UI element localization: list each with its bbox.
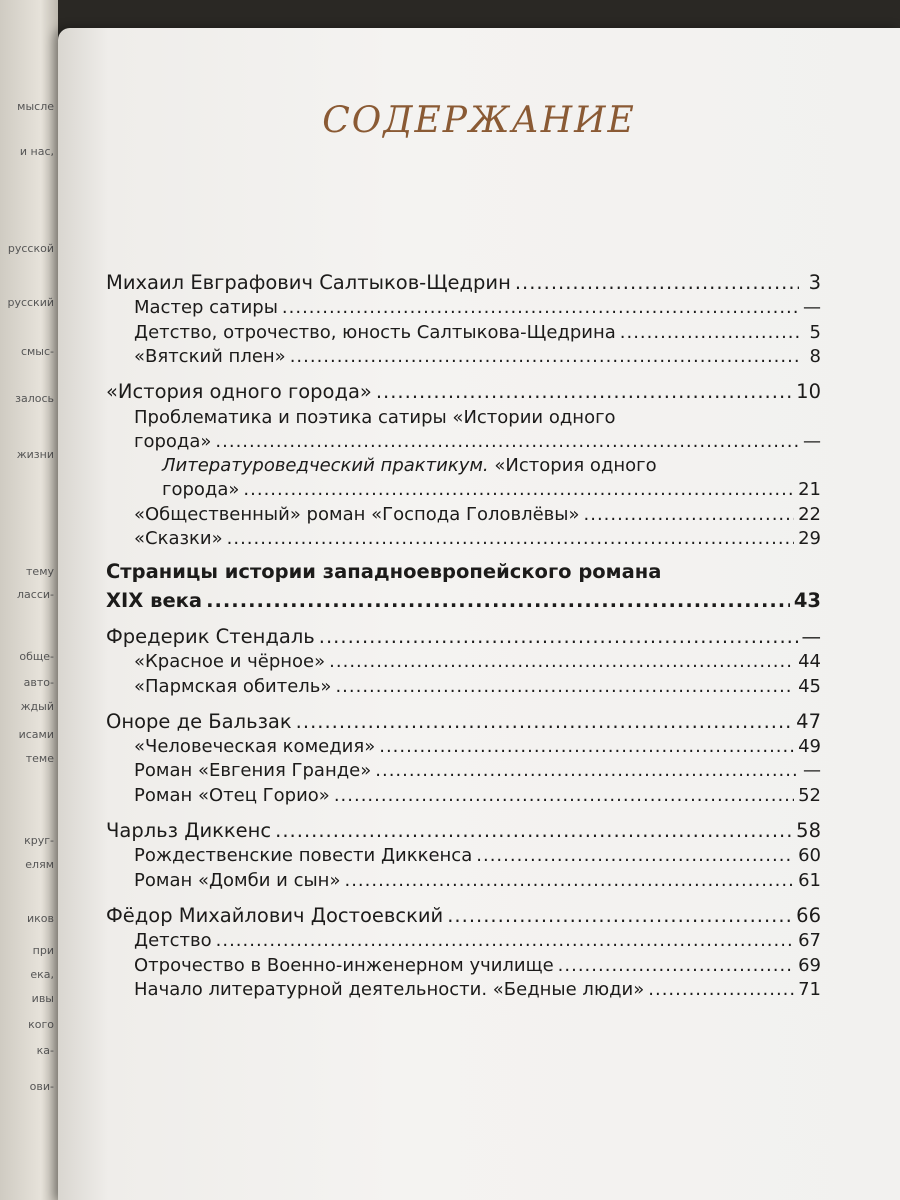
dot-leader: [216, 929, 794, 953]
toc-entry-title: «Сказки»: [134, 528, 223, 549]
toc-entry-lead-text: Страницы истории западноевропейского романа: [106, 560, 662, 584]
left-page-text-fragment: обще-: [19, 650, 54, 663]
toc-section-row[interactable]: [106, 784, 821, 808]
dot-leader: [243, 478, 794, 502]
toc-entry-title: «Общественный» роман «Господа Головлёвы»: [134, 503, 580, 525]
toc-section-row[interactable]: [106, 527, 821, 551]
toc-entry-lead-line: [106, 406, 821, 430]
left-page-text-fragment: авто-: [23, 676, 54, 689]
toc-entry-lead-text: Проблематика и поэтика сатиры «Истории одного: [134, 406, 616, 428]
toc-page-number: 3: [808, 271, 821, 294]
toc-chapter-row[interactable]: [106, 588, 821, 614]
toc-entry-title: Роман «Евгения Гранде»: [134, 760, 372, 782]
toc-entry-title: Мастер сатиры: [134, 297, 278, 319]
toc-section-row[interactable]: [106, 735, 821, 759]
toc-page-number: 58: [796, 819, 821, 843]
dot-leader: [319, 624, 798, 650]
left-page-text-fragment: и нас,: [19, 145, 54, 158]
dot-leader: [584, 503, 795, 527]
left-page-text-fragment: жизни: [16, 448, 54, 461]
left-page-text-fragment: ека,: [30, 968, 54, 981]
left-page-text-fragment: русский: [7, 296, 54, 309]
toc-entry-title: Детство, отрочество, юность Салтыкова-Щедрина: [134, 321, 616, 343]
toc-chapter-row[interactable]: [106, 709, 821, 735]
toc-page-number: 61: [798, 869, 821, 891]
toc-entry-title: города»: [162, 479, 240, 501]
toc-section-row[interactable]: [106, 503, 821, 527]
toc-chapter-row[interactable]: [106, 379, 821, 405]
left-page-text-fragment: русской: [7, 242, 54, 255]
toc-section-row[interactable]: [106, 321, 821, 345]
toc-entry-title: «Человеческая комедия»: [134, 736, 376, 758]
toc-section-row[interactable]: [106, 650, 821, 674]
toc-section-row[interactable]: [106, 345, 821, 369]
dot-leader: [329, 650, 794, 674]
toc-chapter-row[interactable]: [106, 818, 821, 844]
left-page-text-fragment: тему: [26, 565, 54, 578]
toc-chapter-row[interactable]: [106, 903, 821, 929]
left-page-text-fragment: иков: [26, 912, 54, 925]
toc-entry-title: Начало литературной деятельности. «Бедные люди»: [134, 978, 645, 1000]
toc-page-number: 8: [809, 345, 821, 367]
toc-entry-title: Роман «Отец Горио»: [134, 784, 330, 806]
toc-entry-lead-text: «История одного: [494, 455, 657, 477]
dot-leader: [558, 954, 794, 978]
left-page-text-fragment: ласси-: [17, 588, 54, 601]
toc-page-number: —: [803, 430, 821, 452]
toc-page-number: 60: [798, 845, 821, 867]
toc-entry-title: Оноре де Бальзак: [106, 709, 292, 733]
left-page-text-fragment: мысле: [17, 100, 54, 113]
dot-leader: [290, 345, 799, 369]
toc-page-number: 10: [796, 380, 821, 404]
toc-page-number: 69: [798, 954, 821, 976]
toc-section-row[interactable]: [106, 430, 821, 454]
toc-chapter-row[interactable]: [106, 624, 821, 650]
toc-entry-title: «История одного города»: [106, 380, 372, 404]
left-page-text-fragment: ка-: [36, 1044, 54, 1057]
toc-entry-title: «Пармская обитель»: [134, 675, 332, 697]
toc-entry-title: Отрочество в Военно-инженерном училище: [134, 954, 554, 976]
toc-page-number: 47: [796, 709, 821, 733]
toc-entry-italic-prefix: Литературоведческий практикум.: [162, 455, 489, 477]
toc-page-number: —: [803, 297, 821, 319]
toc-entry-title: Чарльз Диккенс: [106, 819, 272, 843]
table-of-contents: [106, 268, 821, 1002]
dot-leader: [227, 527, 794, 551]
toc-section-row[interactable]: [106, 869, 821, 893]
toc-section-row[interactable]: [106, 978, 821, 1002]
left-page-text-fragment: смыс-: [20, 345, 54, 358]
toc-page-number: 67: [798, 930, 821, 952]
left-page-text-fragment: ивы: [31, 992, 54, 1005]
dot-leader: [648, 978, 794, 1002]
toc-page-number: 43: [793, 588, 821, 612]
toc-section-row[interactable]: [106, 759, 821, 783]
dot-leader: [335, 675, 794, 699]
toc-page-number: 44: [798, 651, 821, 673]
dot-leader: [476, 844, 794, 868]
dot-leader: [206, 588, 790, 614]
toc-section-row[interactable]: [106, 929, 821, 953]
left-page-text-fragment: при: [32, 944, 54, 957]
left-page-edge: [0, 0, 58, 1200]
dot-leader: [344, 869, 794, 893]
left-page-text-fragment: ови-: [29, 1080, 54, 1093]
toc-chapter-row[interactable]: [106, 270, 821, 296]
toc-page-number: 71: [798, 978, 821, 1000]
left-page-text-fragment: кого: [28, 1018, 54, 1031]
left-page-text-fragment: елям: [25, 858, 54, 871]
toc-entry-title: XIX века: [106, 588, 203, 612]
left-page-text-fragment: круг-: [24, 834, 54, 847]
toc-page-number: 5: [809, 321, 821, 343]
toc-section-row[interactable]: [106, 844, 821, 868]
toc-entry-lead-line: [106, 454, 821, 478]
left-page-text-fragment: ждый: [20, 700, 54, 713]
page-title: СОДЕРЖАНИЕ: [322, 100, 636, 141]
left-page-text-fragment: теме: [25, 752, 54, 765]
toc-page-number: —: [803, 760, 821, 782]
toc-page-number: 21: [798, 479, 821, 501]
book-page: [58, 28, 900, 1200]
dot-leader: [296, 709, 793, 735]
toc-section-row[interactable]: [106, 296, 821, 320]
toc-page-number: 22: [798, 503, 821, 525]
toc-page-number: 52: [798, 784, 821, 806]
left-page-text-fragment: залось: [15, 392, 54, 405]
toc-section-row[interactable]: [106, 675, 821, 699]
toc-entry-title: Рождественские повести Диккенса: [134, 845, 473, 867]
dot-leader: [447, 903, 792, 929]
dot-leader: [620, 321, 799, 345]
toc-page-number: 29: [798, 528, 821, 549]
toc-entry-title: Фёдор Михайлович Достоевский: [106, 903, 444, 927]
dot-leader: [275, 818, 792, 844]
toc-page-number: 49: [798, 736, 821, 758]
dot-leader: [334, 784, 794, 808]
dot-leader: [376, 379, 792, 405]
dot-leader: [515, 270, 799, 296]
dot-leader: [379, 735, 794, 759]
dot-leader: [282, 296, 799, 320]
toc-entry-title: Фредерик Стендаль: [106, 624, 315, 648]
toc-entry-title: города»: [134, 430, 212, 452]
dot-leader: [215, 430, 799, 454]
toc-entry-title: Михаил Евграфович Салтыков-Щедрин: [106, 271, 511, 294]
toc-entry-lead-line: [106, 559, 821, 585]
toc-page-number: 45: [798, 675, 821, 697]
toc-page-number: 66: [796, 903, 821, 927]
toc-entry-title: Роман «Домби и сын»: [134, 869, 341, 891]
dot-leader: [375, 759, 799, 783]
toc-section-row[interactable]: [106, 954, 821, 978]
toc-section-row[interactable]: [106, 478, 821, 502]
toc-entry-title: Детство: [134, 930, 212, 952]
toc-entry-title: «Красное и чёрное»: [134, 651, 326, 673]
toc-page-number: —: [801, 624, 821, 648]
left-page-text-fragment: исами: [18, 728, 54, 741]
toc-entry-title: «Вятский плен»: [134, 345, 286, 367]
